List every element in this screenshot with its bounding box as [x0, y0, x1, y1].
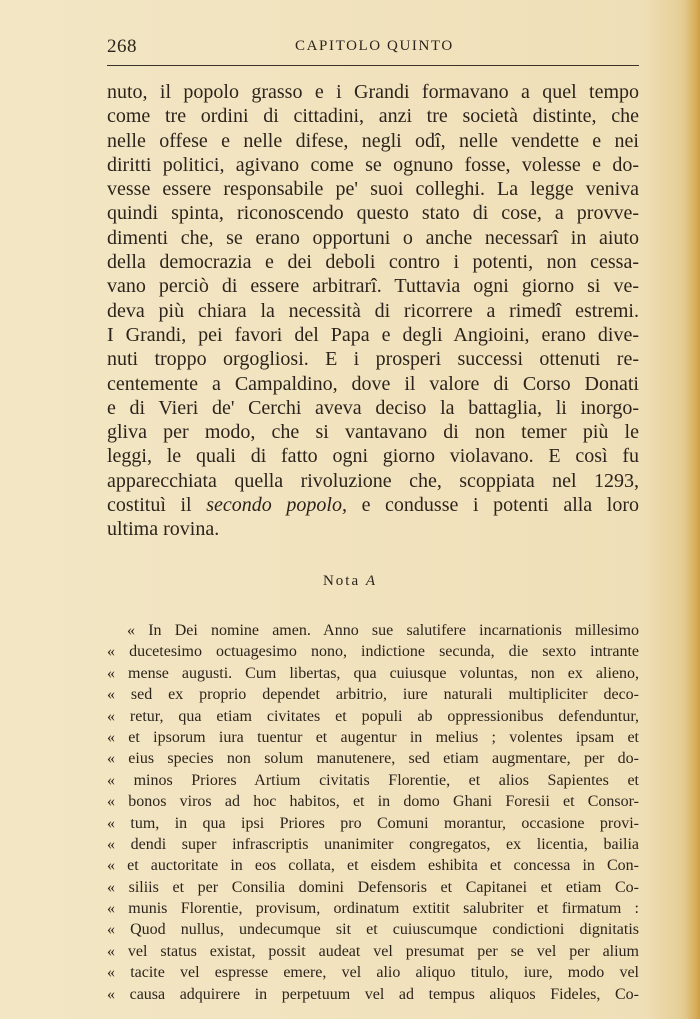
running-head: CAPITOLO QUINTO — [295, 38, 454, 54]
text-line: come tre ordini di cittadini, anzi tre società distinte, che — [107, 105, 639, 128]
note-line: « tacite vel espresse emere, vel alio aliquo titulo, iure, modo vel — [107, 964, 639, 982]
note-line: « In Dei nomine amen. Anno sue salutifere incarnationis millesimo — [127, 622, 639, 639]
note-line: « dendi super infrascriptis unanimiter congregatos, ex licentia, bailia — [107, 835, 639, 853]
text-line: della democrazia e dei deboli contro i potenti, non cessa- — [107, 251, 639, 274]
note-title-prefix: Nota — [322, 573, 366, 589]
note-line: « minos Priores Artium civitatis Florentie, et alios Sapientes et — [107, 771, 639, 789]
main-paragraph — [107, 80, 639, 542]
note-line: « sed ex proprio dependet arbitrio, iure naturali multipliciter deco- — [107, 686, 639, 704]
text-line-with-italic — [107, 493, 639, 517]
text-line: deva più chiara la necessità di ricorrere a rimedî estremi. — [107, 299, 639, 322]
text-line: vano perciò di essere arbitrarî. Tuttavia ogni giorno si ve- — [107, 275, 639, 298]
note-line: « siliis et per Consilia domini Defensoris et Capitanei et etiam Co- — [107, 878, 639, 896]
text-line: dimenti che, se erano opportuni o anche necessarî in aiuto — [107, 226, 639, 249]
note-line: « et auctoritate in eos collata, et eisdem eshibita et concessa in Con- — [107, 857, 639, 875]
note-line: « Quod nullus, undecumque sit et cuiuscumque condictioni dignitatis — [107, 921, 639, 939]
header-rule — [107, 65, 639, 66]
italic-phrase: secondo popolo, — [206, 494, 347, 517]
page-edge-shading — [686, 0, 700, 1019]
note-line: « bonos viros ad hoc habitos, et in domo Ghani Foresii et Consor- — [107, 793, 639, 811]
text-line: centemente a Campaldino, dove il valore di Corso Donati — [107, 372, 639, 395]
note-quotation — [107, 620, 639, 1005]
text-line: ultima rovina. — [107, 518, 220, 541]
text-line: gliva per modo, che si vantavano di non temer più le — [107, 421, 639, 444]
text-line: vesse essere responsabile pe' suoi colleghi. La legge veniva — [107, 178, 639, 201]
page-number: 268 — [107, 36, 137, 57]
note-line: « ducetesimo octuagesimo nono, indictione secunda, die sexto intrante — [107, 643, 639, 661]
text-line: leggi, le quali di fatto ogni giorno violavano. E così fu — [107, 445, 639, 468]
note-title-letter: A — [365, 573, 378, 589]
text-line: nelle offese e nelle difese, negli odî, nelle vendette e nei — [107, 129, 639, 152]
text-line: I Grandi, pei favori del Papa e degli Angioini, erano dive- — [107, 323, 639, 346]
note-line: « mense augusti. Cum libertas, qua cuiusque voluntas, non ex alieno, — [107, 664, 639, 682]
note-line: « eius species non solum manutenere, sed etiam augmentare, per do- — [107, 750, 639, 768]
text-segment: costituì il — [107, 494, 207, 517]
note-line: « munis Florentie, provisum, ordinatum extitit salubriter et firmatum : — [107, 900, 639, 918]
text-line: nuti troppo orgogliosi. E i prosperi successi ottenuti re- — [107, 348, 639, 371]
text-line: quindi spinta, riconoscendo questo stato di cose, a provve- — [107, 202, 639, 225]
note-line: « tum, in qua ipsi Priores pro Comuni morantur, occasione provi- — [107, 814, 639, 832]
text-line: diritti politici, agivano come se ognuno fosse, volesse e do- — [107, 153, 639, 176]
note-line: « vel status existat, possit audeat vel presumat per se vel per alium — [107, 942, 639, 960]
text-segment: e condusse i potenti alla loro — [346, 494, 640, 517]
page-header — [107, 36, 639, 62]
note-line: « et ipsorum iura tuentur et augentur in melius ; volentes ipsam et — [107, 728, 639, 746]
note-title — [0, 573, 700, 590]
note-line: « retur, qua etiam civitates et populi ab oppressionibus defenduntur, — [107, 707, 639, 725]
text-line: e di Vieri de' Cerchi aveva deciso la battaglia, li inorgo- — [107, 396, 639, 419]
text-line: apparecchiata quella rivoluzione che, scoppiata nel 1293, — [107, 469, 639, 492]
note-line: « causa adquirere in perpetuum vel ad tempus aliquos Fideles, Co- — [107, 985, 639, 1003]
text-line: nuto, il popolo grasso e i Grandi formavano a quel tempo — [107, 81, 639, 103]
